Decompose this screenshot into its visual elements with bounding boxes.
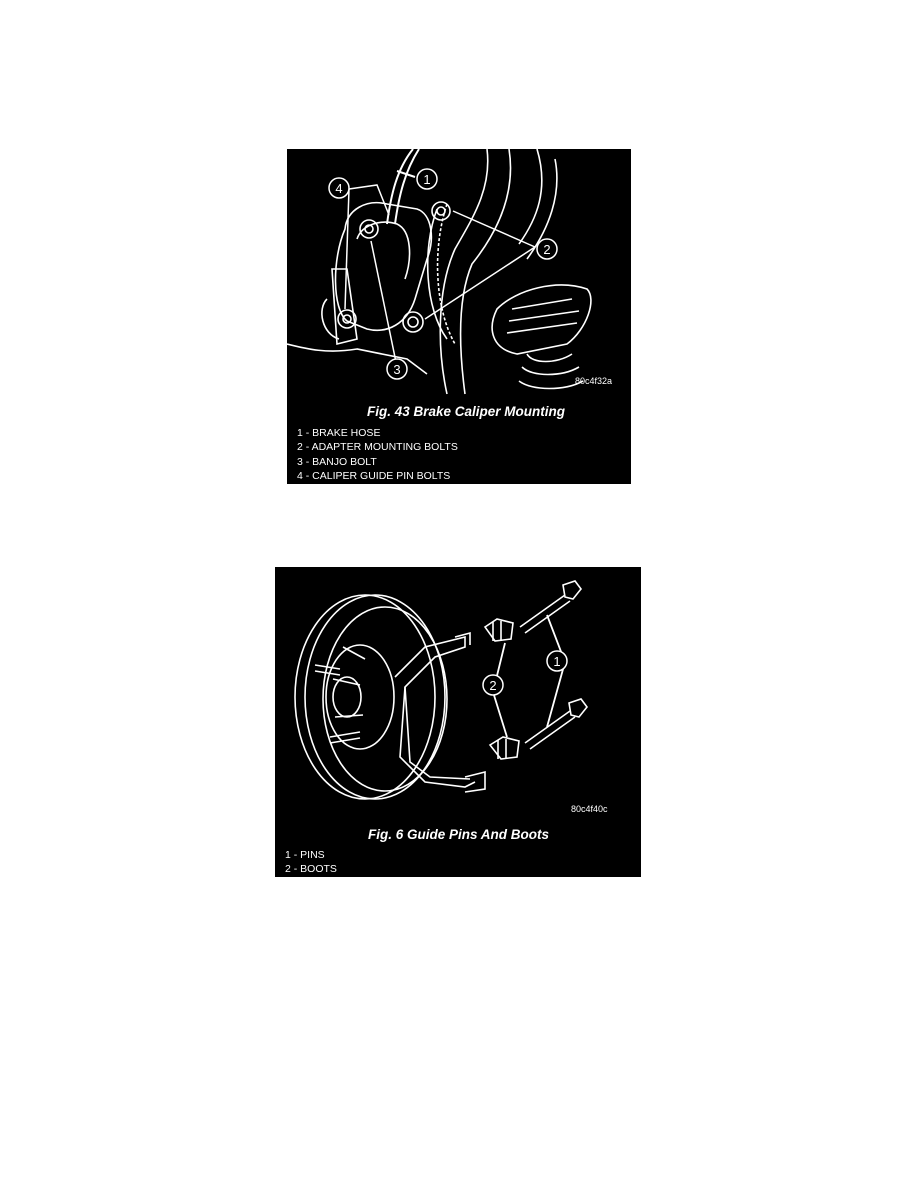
callout-1: 1 [423,172,431,187]
guide-pins-illustration [275,567,641,817]
callout-2: 2 [489,678,497,693]
legend-item: 2 - BOOTS [285,863,337,876]
legend-item: 4 - CALIPER GUIDE PIN BOLTS [297,469,451,482]
callout-markers [483,651,567,695]
callout-1: 1 [553,654,561,669]
callout-4: 4 [335,181,343,196]
callout-3: 3 [393,362,401,377]
legend-item: 1 - PINS [285,849,325,861]
figure-legend [297,426,458,483]
figure-legend [285,848,337,877]
brake-caliper-illustration [287,149,631,399]
callout-markers [329,169,557,379]
figure-brake-caliper-mounting [287,149,631,484]
figure-code: 80c4f32a [575,376,613,386]
figure-code: 80c4f40c [571,804,608,814]
figure-caption: Fig. 6 Guide Pins And Boots [368,827,550,842]
callout-2: 2 [543,242,551,257]
legend-item: 3 - BANJO BOLT [297,455,377,468]
figure-guide-pins-and-boots [275,567,641,877]
legend-item: 2 - ADAPTER MOUNTING BOLTS [297,441,458,454]
legend-item: 1 - BRAKE HOSE [297,427,381,439]
figure-caption: Fig. 43 Brake Caliper Mounting [367,404,566,419]
